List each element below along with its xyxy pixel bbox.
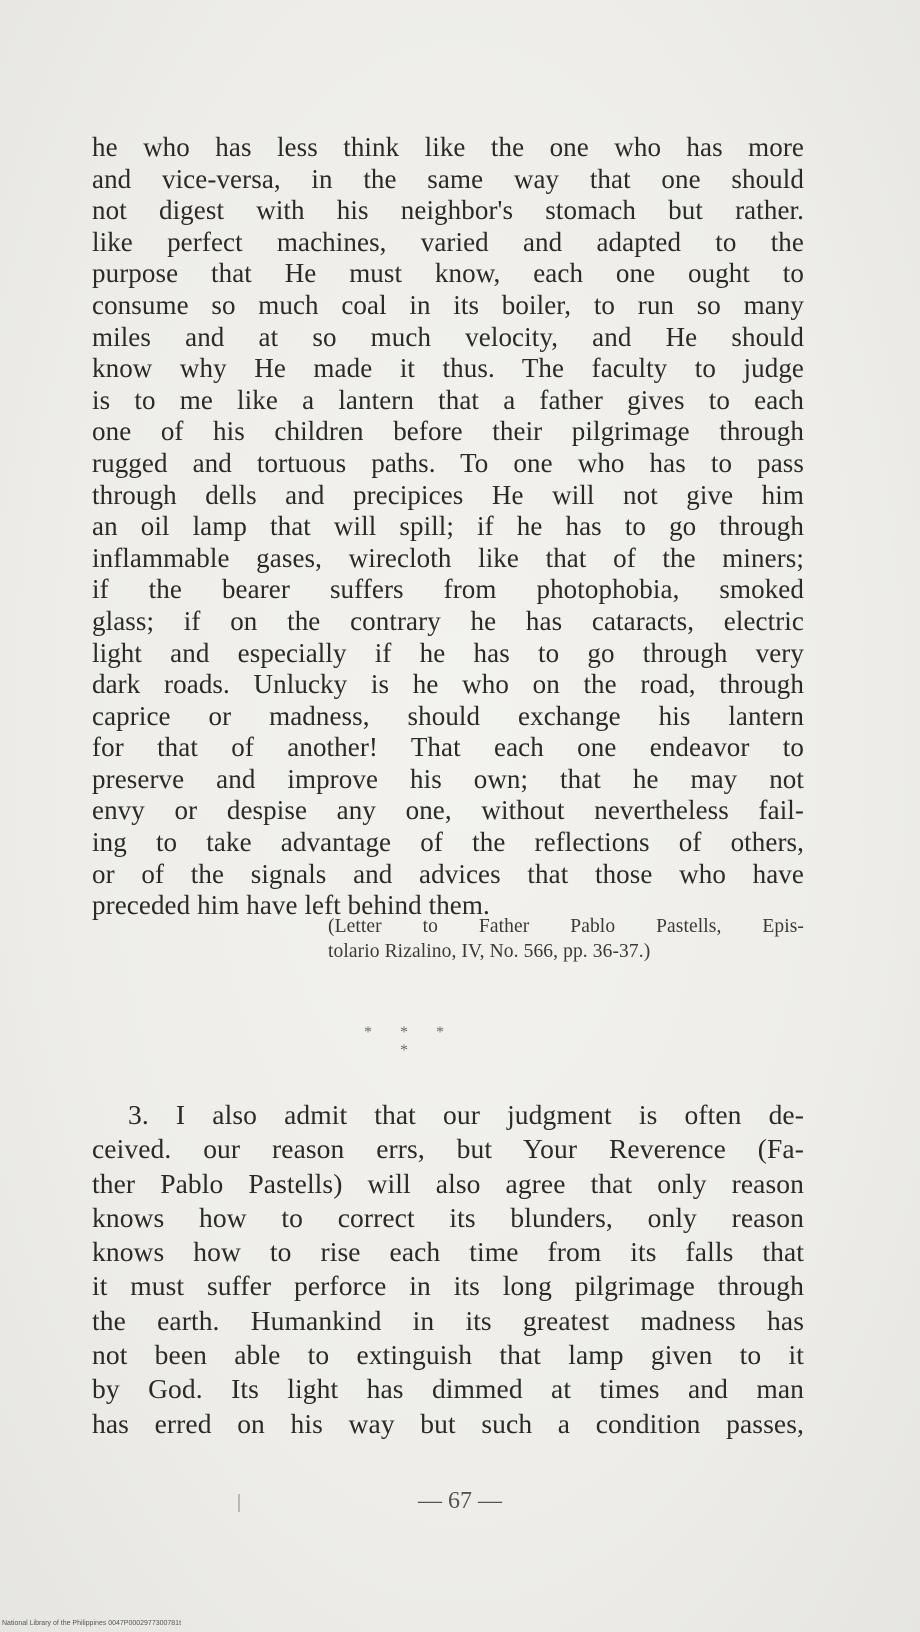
text-line: caprice or madness, should exchange his lantern	[92, 700, 804, 731]
text-line: has erred on his way but such a condition passes,	[92, 1407, 804, 1439]
text-line: not been able to extinguish that lamp given to it	[92, 1339, 804, 1371]
text-line: by God. Its light has dimmed at times and man	[92, 1373, 804, 1405]
text-line: it must suffer perforce in its long pilgrimage through	[92, 1270, 804, 1302]
text-line: envy or despise any one, without nevertheless fail-	[92, 795, 804, 826]
text-line: dark roads. Unlucky is he who on the road, through	[92, 669, 804, 700]
text-line: ing to take advantage of the reflections of others,	[92, 827, 804, 858]
text-line: 3. I also admit that our judgment is often de-	[128, 1099, 804, 1130]
text-line: one of his children before their pilgrimage through	[92, 416, 804, 447]
text-line: consume so much coal in its boiler, to run so many	[92, 289, 804, 320]
text-line: an oil lamp that will spill; if he has to go through	[92, 511, 804, 542]
paragraph-1	[92, 132, 804, 922]
paragraph-2	[92, 1098, 804, 1441]
text-line: glass; if on the contrary he has cataracts, electric	[92, 605, 804, 636]
text-line: is to me like a lantern that a father gives to each	[92, 384, 804, 415]
text-line: the earth. Humankind in its greatest madness has	[92, 1304, 804, 1336]
text-line: like perfect machines, varied and adapted to the	[92, 226, 804, 257]
text-line: preserve and improve his own; that he may not	[92, 763, 804, 794]
section-separator: * * * *	[364, 1024, 456, 1059]
text-line: and vice-versa, in the same way that one should	[92, 163, 804, 194]
text-line: through dells and precipices He will not give him	[92, 479, 804, 510]
text-line: preceded him have left behind them.	[92, 890, 490, 921]
text-line: light and especially if he has to go through very	[92, 637, 804, 668]
text-line: for that of another! That each one endeavor to	[92, 732, 804, 763]
text-line: ceived. our reason errs, but Your Reverence (Fa-	[92, 1133, 804, 1165]
text-line: knows how to rise each time from its falls that	[92, 1236, 804, 1268]
text-line: rugged and tortuous paths. To one who has to pass	[92, 447, 804, 478]
text-line: know why He made it thus. The faculty to judge	[92, 353, 804, 384]
text-line: ther Pablo Pastells) will also agree that only reason	[92, 1167, 804, 1199]
citation	[328, 914, 804, 964]
page-number: — 67 —	[418, 1488, 502, 1514]
text-line: if the bearer suffers from photophobia, smoked	[92, 574, 804, 605]
text-line: or of the signals and advices that those who have	[92, 858, 804, 889]
text-line: purpose that He must know, each one ought to	[92, 258, 804, 289]
text-line: he who has less think like the one who has more	[92, 132, 804, 162]
text-line: not digest with his neighbor's stomach but rather.	[92, 195, 804, 226]
citation-line-1: (Letter to Father Pablo Pastells, Epis-	[328, 916, 804, 937]
text-line: knows how to correct its blunders, only reason	[92, 1201, 804, 1233]
text-line: miles and at so much velocity, and He should	[92, 321, 804, 352]
text-line: inflammable gases, wirecloth like that of the miners;	[92, 542, 804, 573]
scan-credit: National Library of the Philippines 0047P0002977300781t	[2, 1620, 182, 1627]
citation-line-2: tolario Rizalino, IV, No. 566, pp. 36-37.)	[328, 941, 651, 962]
